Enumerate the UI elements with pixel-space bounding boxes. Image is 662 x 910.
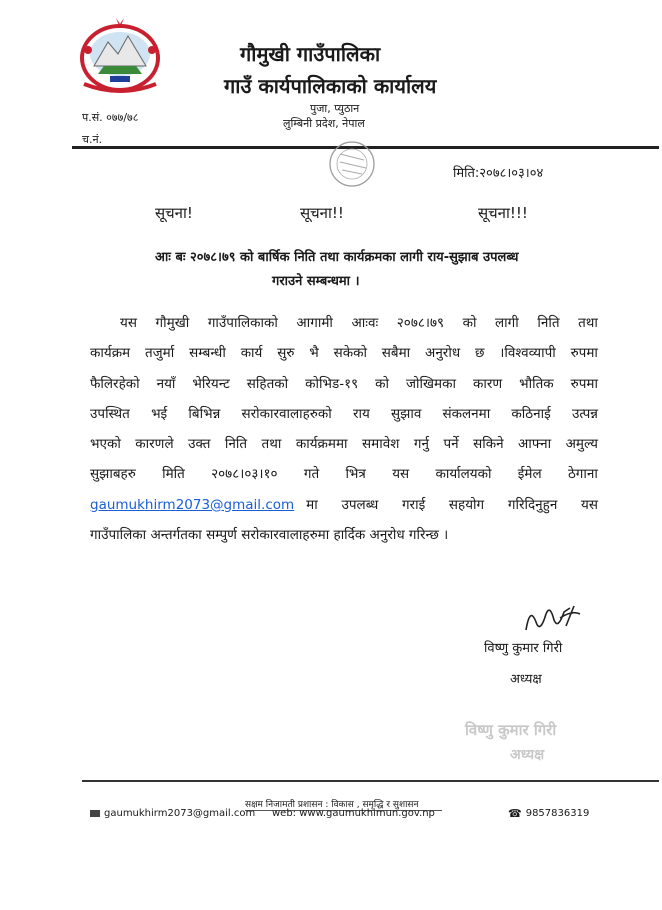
body-word: तथा: [261, 436, 282, 453]
notice-heading-2: सूचना!!: [300, 204, 344, 222]
body-word: निति: [537, 315, 560, 331]
body-word: ।विश्वव्यापी: [499, 345, 556, 362]
footer-phone: [508, 808, 589, 819]
body-word: कारण: [472, 375, 503, 392]
footer-website[interactable]: web: www.gaumukhimun.gov.np: [272, 808, 435, 819]
body-word: मा: [306, 496, 318, 513]
body-word: गते: [303, 466, 320, 483]
office-name: गौमुखी गाउँपालिका: [240, 42, 381, 66]
body-word: सकेको: [333, 345, 367, 362]
office-title: गाउँ कार्यपालिकाको कार्यालय: [224, 74, 437, 98]
address-line-1: पुजा, प्युठान: [310, 102, 360, 115]
seal-name: विष्णु कुमार गिरी: [465, 721, 557, 739]
body-word: कार्य: [240, 345, 263, 362]
body-word: सम्बन्धी: [189, 345, 226, 362]
body-word: कारणले: [135, 436, 174, 453]
body-word: उपलब्ध: [341, 496, 379, 513]
body-word: सुझाबहरु: [90, 466, 136, 483]
body-word: नयाँ: [156, 375, 176, 392]
body-line-4: [90, 399, 598, 429]
body-word: भै: [309, 345, 319, 362]
body-word: ठेगाना: [567, 466, 598, 483]
reference-number: प.सं. ०७७/७८: [82, 111, 139, 124]
body-word: आगामी: [296, 315, 333, 331]
office-stamp: [310, 140, 392, 192]
body-word: राय: [352, 405, 370, 422]
body-word: बिभिन्न: [188, 405, 221, 422]
mail-icon: [90, 810, 100, 817]
body-word: उपस्थित: [90, 405, 130, 422]
body-word: कोभिड-१९: [305, 375, 359, 392]
letter-date: मिति:२०७८।०३।०४: [453, 166, 544, 181]
body-word: रुपमा: [570, 375, 598, 392]
body-word: सुझाव: [390, 405, 422, 422]
body-word: संकलनमा: [442, 405, 491, 422]
body-line-3: [90, 369, 598, 399]
body-word: गरिदिनुहुन: [507, 496, 558, 513]
body-word: भएको: [90, 436, 121, 453]
body-word: तजुर्मा: [144, 345, 175, 362]
body-word: यस: [392, 466, 410, 483]
body-word: उत्पन्न: [571, 405, 598, 422]
body-word: फैलिरहेको: [90, 375, 140, 392]
body-word: भित्र: [345, 466, 366, 483]
letter-body: [90, 308, 598, 550]
body-line-5: [90, 429, 598, 459]
body-word: सहितको: [246, 375, 289, 392]
signer-title: अध्यक्ष: [510, 672, 542, 687]
footer-divider: [82, 780, 659, 782]
nepal-emblem-logo: [70, 14, 170, 96]
footer-phone-text: 9857836319: [525, 808, 590, 819]
body-word: सहयोग: [448, 496, 485, 513]
body-word: लागी: [495, 315, 519, 331]
body-word: भौतिक: [519, 375, 554, 392]
body-word: २०७८।०३।१०: [211, 466, 278, 483]
phone-icon: ☎: [508, 806, 522, 820]
body-word: अनुरोध: [425, 345, 461, 362]
handwritten-signature: [520, 600, 592, 638]
body-word: को: [375, 375, 389, 392]
body-word: निति: [224, 436, 248, 453]
footer-email[interactable]: [90, 808, 255, 819]
body-line-6: [90, 459, 598, 489]
body-word: कठिनाई: [511, 405, 551, 422]
body-word: आफ्ना: [518, 436, 552, 453]
footer-motto: सक्षम निजामती प्रशासन : विकास , समृद्धि र सुशासन: [245, 800, 419, 810]
body-line-8: गाउँपालिका अन्तर्गतका सम्पुर्ण सरोकारवालाहरुमा हार्दिक अनुरोध गरिन्छ ।: [90, 527, 449, 544]
body-word: कार्यक्रम: [90, 345, 131, 362]
body-word: आःवः: [351, 315, 379, 331]
body-word: गौमुखी: [155, 315, 190, 331]
body-line-7-words: [306, 490, 598, 520]
body-word: समावेश: [362, 436, 400, 453]
notice-heading-1: सूचना!: [155, 204, 193, 222]
body-word: छ: [474, 345, 485, 362]
footer-email-text[interactable]: gaumukhirm2073@gmail.com: [104, 808, 256, 819]
body-line-1: [90, 308, 598, 338]
seal-title: अध्यक्ष: [510, 747, 545, 763]
dispatch-number: च.नं.: [82, 133, 103, 146]
body-word: गराई: [401, 496, 426, 513]
body-word: ईमेल: [517, 466, 542, 483]
body-word: गाउँपालिकाको: [207, 315, 278, 331]
body-word: २०७८।७९: [396, 315, 445, 331]
body-word: तथा: [578, 315, 598, 331]
body-word: सकिने: [473, 436, 504, 453]
body-word: जोखिमका: [405, 375, 456, 392]
notice-heading-3: सूचना!!!: [478, 204, 528, 222]
body-word: कार्यक्रममा: [295, 436, 348, 453]
signer-name: विष्णु कुमार गिरी: [484, 641, 563, 656]
body-word: यस: [581, 496, 598, 513]
address-line-2: लुम्बिनी प्रदेश, नेपाल: [283, 117, 365, 130]
subject-line-1: आः बः २०७८।७९ को बार्षिक निति तथा कार्यक्रमका लागी राय-सुझाब उपलब्ध: [155, 250, 519, 265]
body-word: को: [462, 315, 477, 331]
body-line-2: [90, 338, 598, 368]
body-word: पर्ने: [443, 436, 459, 453]
body-word: अमुल्य: [565, 436, 598, 453]
body-line-7: [90, 490, 598, 520]
body-word: रुपमा: [570, 345, 598, 362]
body-word: भेरियन्ट: [192, 375, 230, 392]
body-word: सुरु: [277, 345, 295, 362]
body-word: मिति: [162, 466, 185, 483]
body-word: उक्त: [188, 436, 211, 453]
body-word: गर्नु: [413, 436, 429, 453]
body-word: सरोकारवालाहरुको: [241, 405, 332, 422]
email-link[interactable]: gaumukhirm2073@gmail.com: [90, 496, 295, 513]
body-word: भई: [151, 405, 168, 422]
body-word: यस: [120, 315, 137, 331]
body-word: कार्यालयको: [435, 466, 492, 483]
body-word: सबैमा: [381, 345, 411, 362]
subject-line-2: गराउने सम्बन्धमा ।: [272, 274, 360, 289]
